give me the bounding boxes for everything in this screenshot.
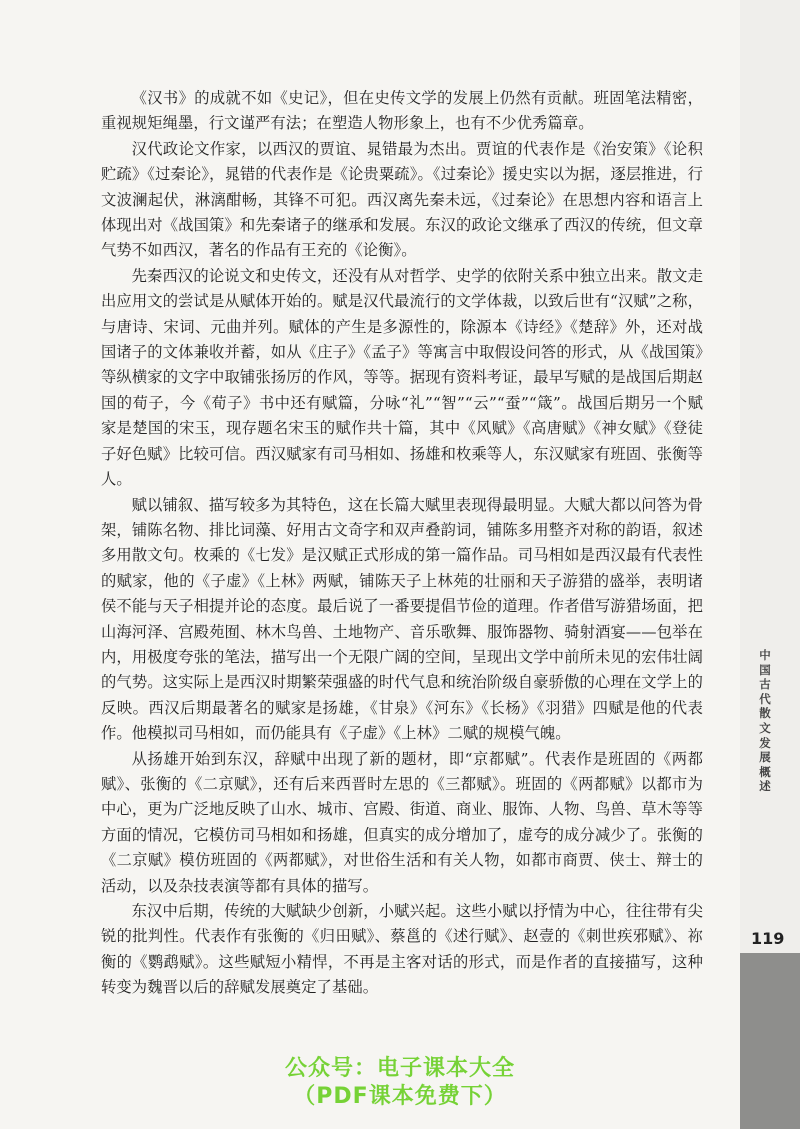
paragraph: 赋以铺叙、描写较多为其特色，这在长篇大赋里表现得最明显。大赋大都以问答为骨架，铺陈名物、排比词藻、好用古文奇字和双声叠韵词，铺陈多用整齐对称的韵语，叙述多用散文句。枚乘的《七发》是汉赋正式形成的第一篇作品。司马相如是西汉最有代表性的赋家，他的《子虚》《上林》两赋，铺陈天子上林苑的壮丽和天子游猎的盛举，表明诸侯不能与天子相提并论的态度。最后说了一番要提倡节俭的道理。作者借写游猎场面，把山海河泽、宫殿苑囿、林木鸟兽、土地物产、音乐歌舞、服饰器物、骑射酒宴——包举在内，用极度夸张的笔法，描写出一个无限广阔的空间，呈现出文学中前所未见的宏伟壮阔的气势。这实际上是西汉时期繁荣强盛的时代气息和统治阶级自豪骄傲的心理在文学上的反映。西汉后期最著名的赋家是扬雄，《甘泉》《河东》《长杨》《羽猎》四赋是他的代表作。他模拟司马相如，而仍能具有《子虚》《上林》二赋的规模气魄。 (101, 495, 703, 743)
chapter-side-title: 中国古代散文发展概述 (759, 648, 771, 794)
paragraph: 汉代政论文作家，以西汉的贾谊、晁错最为杰出。贾谊的代表作是《治安策》《论积贮疏》《过秦论》，晁错的代表作是《论贵粟疏》。《过秦论》援史实以为据，逐层推进，行文波澜起伏，淋漓酣畅，其锋不可犯。西汉离先秦未远，《过秦论》在思想内容和语言上体现出对《战国策》和先秦诸子的继承和发展。东汉的政论文继承了西汉的传统，但文章气势不如西汉，著名的作品有王充的《论衡》。 (101, 139, 703, 260)
watermark-line-1: 公众号：电子课本大全 (284, 1056, 515, 1081)
paragraph: 《汉书》的成就不如《史记》，但在史传文学的发展上仍然有贡献。班固笔法精密，重视规矩绳墨，行文谨严有法；在塑造人物形象上，也有不少优秀篇章。 (101, 89, 703, 133)
paragraph: 东汉中后期，传统的大赋缺少创新，小赋兴起。这些小赋以抒情为中心，往往带有尖锐的批判性。代表作有张衡的《归田赋》、蔡邕的《述行赋》、赵壹的《刺世疾邪赋》、祢衡的《鹦鹉赋》。这些赋短小精悍，不再是主客对话的形式，而是作者的直接描写，这种转变为魏晋以后的辞赋发展奠定了基础。 (101, 902, 703, 997)
paragraph: 先秦西汉的论说文和史传文，还没有从对哲学、史学的依附关系中独立出来。散文走出应用文的尝试是从赋体开始的。赋是汉代最流行的文学体裁，以致后世有“汉赋”之称，与唐诗、宋词、元曲并列。赋体的产生是多源性的，除源本《诗经》《楚辞》外，还对战国诸子的文体兼收并蓄，如从《庄子》《孟子》等寓言中取假设问答的形式，从《战国策》等纵横家的文字中取铺张扬厉的作风，等等。据现有资料考证，最早写赋的是战国后期赵国的荀子，今《荀子》书中还有赋篇，分咏“礼”“智”“云”“蚕”“箴”。战国后期另一个赋家是楚国的宋玉，现存题名宋玉的赋作共十篇，其中《风赋》《高唐赋》《神女赋》《登徒子好色赋》比较可信。西汉赋家有司马相如、扬雄和枚乘等人，东汉赋家有班固、张衡等人。 (101, 266, 703, 489)
watermark (200, 1055, 600, 1111)
page-number: 119 (751, 929, 785, 948)
body-text (101, 86, 703, 1001)
paragraph: 从扬雄开始到东汉，辞赋中出现了新的题材，即“京都赋”。代表作是班固的《两都赋》、张衡的《二京赋》，还有后来西晋时左思的《三都赋》。班固的《两都赋》以都市为中心，更为广泛地反映了山水、城市、宫殿、街道、商业、服饰、人物、鸟兽、草木等等方面的情况，它模仿司马相如和扬雄，但真实的成分增加了，虚夸的成分减少了。张衡的《二京赋》模仿班固的《两都赋》，对世俗生活和有关人物，如都市商贾、侠士、辩士的活动，以及杂技表演等都有具体的描写。 (101, 749, 703, 895)
side-tab-band (740, 953, 800, 1129)
watermark-line-2: （PDF课本免费下） (293, 1084, 507, 1109)
